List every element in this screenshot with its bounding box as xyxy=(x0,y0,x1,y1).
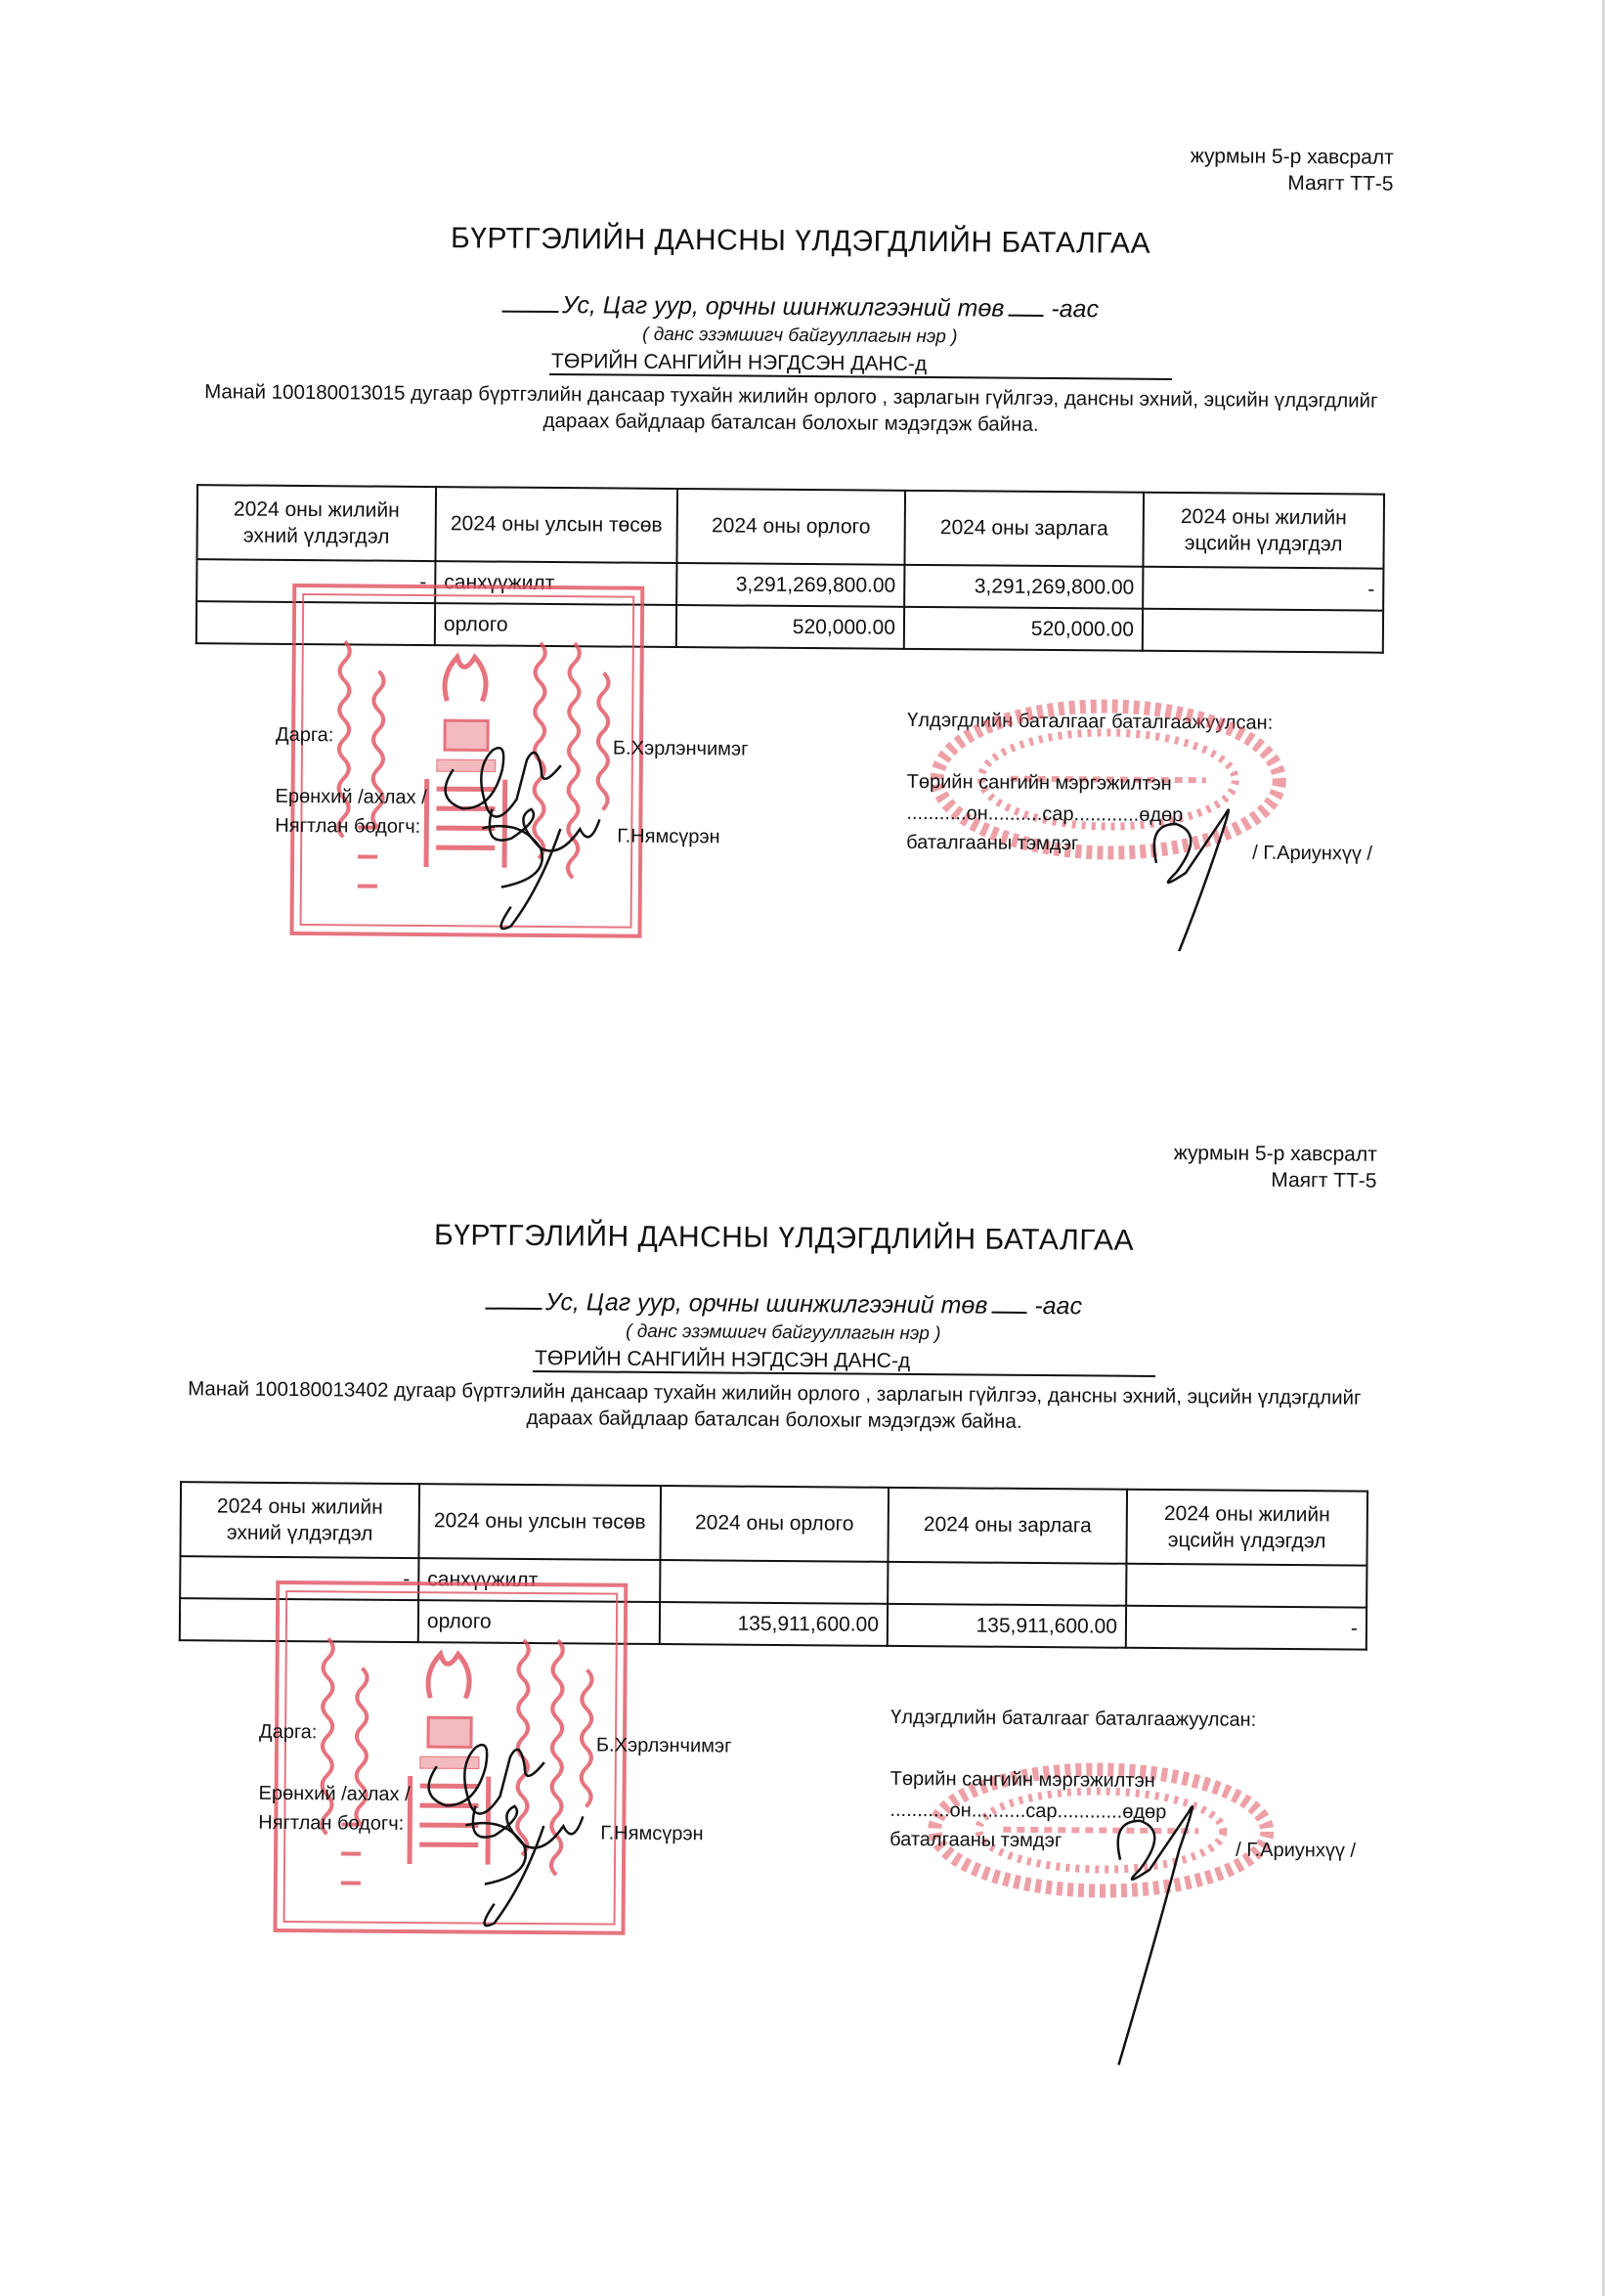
table-cell: 135,911,600.00 xyxy=(888,1604,1126,1648)
table-cell: - xyxy=(196,559,435,603)
organization-hint: ( данс эзэмшигч байгууллагын нэр ) xyxy=(642,324,958,348)
accountant-label: Нягтлан бодогч: xyxy=(275,814,421,838)
organization-name: Ус, Цаг уур, орчны шинжилгээний төв xyxy=(544,1288,988,1320)
confirmation-paragraph: Манай 100180013015 дугаар бүртгэлийн дансаар тухайн жилийн орлого , зарлагын гүйлгээ, дансны эхний, эцсийн үлдэгдлийг дараах байдлаар баталсан болохыг мэдэгдэж байна. xyxy=(204,380,1378,437)
blank-line xyxy=(1008,315,1043,317)
recipient-account: ТӨРИЙН САНГИЙН НЭГДСЭН ДАНС-д xyxy=(533,1347,1155,1377)
organization-name: Ус, Цаг уур, орчны шинжилгээний төв xyxy=(561,291,1005,323)
table-cell: - xyxy=(1126,1606,1366,1650)
accountant-label: Нягтлан бодогч: xyxy=(258,1811,405,1835)
table-cell: 520,000.00 xyxy=(676,605,904,649)
director-name: Б.Хэрлэнчимэг xyxy=(595,1734,732,1757)
verification-label: Үлдэгдлийн баталгааг баталгаажуулсан: xyxy=(890,1706,1257,1731)
table-cell xyxy=(660,1560,888,1604)
table-cell: 3,291,269,800.00 xyxy=(904,565,1143,609)
table-cell xyxy=(888,1562,1126,1606)
date-line: ...........он..........сар............өдөр xyxy=(889,1798,1167,1824)
document-title: БҮРТГЭЛИЙН ДАНСНЫ ҮЛДЭГДЛИЙН БАТАЛГАА xyxy=(433,1219,1135,1257)
treasury-specialist-label: Төрийн сангийн мэргэжилтэн xyxy=(906,770,1172,795)
blank-line xyxy=(991,1312,1026,1314)
director-label: Дарга: xyxy=(258,1720,318,1744)
treasury-signature xyxy=(1126,775,1274,952)
table-cell: 520,000.00 xyxy=(904,607,1143,651)
form-code: Маягт ТТ-5 xyxy=(1287,172,1394,196)
recipient-account: ТӨРИЙН САНГИЙН НЭГДСЭН ДАНС-д xyxy=(549,350,1172,380)
table-header-cell: 2024 оны орлого xyxy=(676,489,905,565)
table-cell: - xyxy=(1143,567,1383,611)
table-cell: орлого xyxy=(418,1600,660,1644)
table-cell xyxy=(1143,609,1383,653)
director-name: Б.Хэрлэнчимэг xyxy=(612,737,749,760)
accountant-signature xyxy=(452,769,629,946)
table-cell xyxy=(1126,1564,1366,1608)
organization-suffix: -аас xyxy=(1034,1292,1083,1321)
treasury-specialist-name: / Г.Ариунхүү / xyxy=(1236,1839,1357,1862)
date-line: ...........он..........сар............өдөр xyxy=(906,801,1184,827)
table-cell: орлого xyxy=(435,603,676,647)
table-header-row xyxy=(180,1482,1367,1566)
table-header-cell: 2024 оны зарлага xyxy=(888,1488,1127,1564)
table-header-cell: 2024 оны жилийн эцсийн үлдэгдэл xyxy=(1143,493,1384,569)
seal-label: баталгааны тэмдэг xyxy=(889,1828,1063,1852)
accountant-name: Г.Нямсүрэн xyxy=(600,1822,704,1845)
regulation-annex: журмын 5-р хавсралт xyxy=(1190,145,1394,169)
blank-line xyxy=(485,1308,542,1310)
table-header-cell: 2024 оны жилийн эхний үлдэгдэл xyxy=(196,485,436,561)
accountant-name: Г.Нямсүрэн xyxy=(617,825,720,848)
form-code: Маягт ТТ-5 xyxy=(1271,1169,1377,1193)
table-cell: санхүүжилт xyxy=(435,561,676,605)
regulation-annex: журмын 5-р хавсралт xyxy=(1173,1142,1377,1166)
regulation-reference xyxy=(1173,1140,1376,1194)
blank-line xyxy=(501,311,558,313)
table-header-cell: 2024 оны зарлага xyxy=(904,491,1144,567)
regulation-reference xyxy=(1190,143,1393,197)
accountant-signature xyxy=(435,1766,612,1943)
table-cell: - xyxy=(180,1556,418,1600)
treasury-specialist-label: Төрийн сангийн мэргэжилтэн xyxy=(889,1767,1155,1792)
table-header-cell: 2024 оны жилийн эцсийн үлдэгдэл xyxy=(1126,1490,1367,1566)
document-title: БҮРТГЭЛИЙН ДАНСНЫ ҮЛДЭГДЛИЙН БАТАЛГАА xyxy=(450,222,1151,260)
confirmation-paragraph: Манай 100180013402 дугаар бүртгэлийн дансаар тухайн жилийн орлого , зарлагын гүйлгээ, дансны эхний, эцсийн үлдэгдлийг дараах байдлаар баталсан болохыг мэдэгдэж байна. xyxy=(188,1377,1362,1434)
balance-confirmation-form-1 xyxy=(0,0,1605,983)
chief-accountant-label: Ерөнхий /ахлах / xyxy=(275,785,427,809)
table-header-row xyxy=(196,485,1384,569)
balance-confirmation-form-2 xyxy=(0,991,1588,1981)
director-label: Дарга: xyxy=(275,723,334,747)
table-header-cell: 2024 оны улсын төсөв xyxy=(435,487,677,563)
table-header-cell: 2024 оны улсын төсөв xyxy=(418,1484,661,1560)
treasury-signature xyxy=(1079,1771,1237,2065)
seal-label: баталгааны тэмдэг xyxy=(906,831,1079,855)
table-header-cell: 2024 оны орлого xyxy=(660,1486,889,1562)
table-cell: 135,911,600.00 xyxy=(660,1602,888,1646)
chief-accountant-label: Ерөнхий /ахлах / xyxy=(258,1782,411,1806)
organization-suffix: -аас xyxy=(1051,295,1100,324)
treasury-specialist-name: / Г.Ариунхүү / xyxy=(1252,842,1373,865)
organization-hint: ( данс эзэмшигч байгууллагын нэр ) xyxy=(626,1321,941,1345)
table-cell: санхүүжилт xyxy=(418,1558,660,1602)
table-cell: 3,291,269,800.00 xyxy=(676,563,904,607)
verification-label: Үлдэгдлийн баталгааг баталгаажуулсан: xyxy=(907,709,1274,734)
table-header-cell: 2024 оны жилийн эхний үлдэгдэл xyxy=(180,1482,419,1558)
